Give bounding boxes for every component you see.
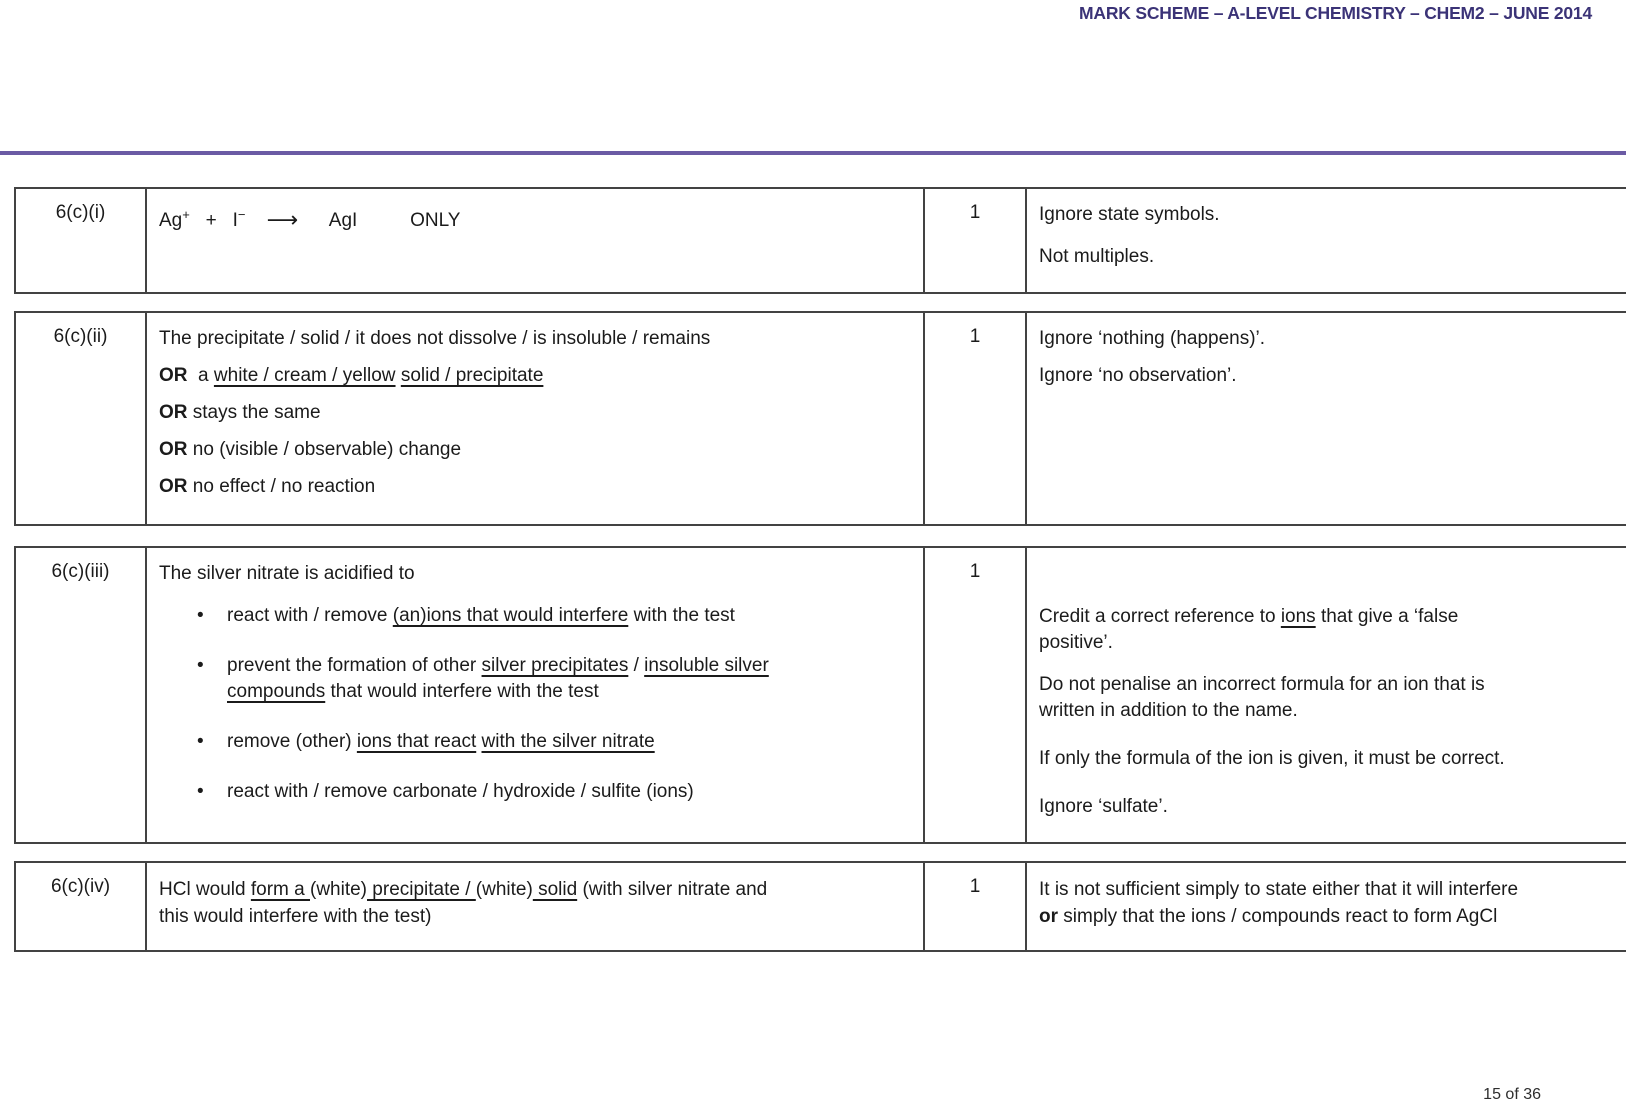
comments-cell — [1027, 548, 1626, 842]
comments-cell — [1027, 313, 1626, 524]
comment-line: Ignore ‘nothing (happens)’. — [1039, 328, 1266, 349]
guidance-line: OR no (visible / observable) change — [159, 439, 462, 460]
guidance-line: OR stays the same — [159, 402, 321, 423]
equation-line: Ag+ + I− ⟶ AgI ONLY — [159, 207, 461, 233]
comments-cell — [1027, 863, 1626, 950]
guidance-cell — [147, 863, 925, 950]
question-id: 6(c)(i) — [16, 189, 147, 292]
comment-line: It is not sufficient simply to state either that it will interfere or simply that the ions / compounds react to form AgCl — [1039, 879, 1519, 927]
mark-cell: 1 — [925, 189, 1027, 292]
comment-line: Ignore ‘sulfate’. — [1039, 796, 1168, 817]
bullet-item: • react with / remove carbonate / hydroxide / sulfite (ions) — [159, 779, 897, 805]
mark-cell: 1 — [925, 548, 1027, 842]
question-id: 6(c)(iv) — [16, 863, 147, 950]
page-number: 15 of 36 — [1483, 1086, 1541, 1103]
comment-line: If only the formula of the ion is given, it must be correct. — [1039, 748, 1505, 769]
page-header — [0, 0, 1626, 157]
guidance-cell — [147, 189, 925, 292]
comment-line: Ignore ‘no observation’. — [1039, 365, 1237, 386]
header-rule — [0, 151, 1626, 155]
question-id: 6(c)(ii) — [16, 313, 147, 524]
guidance-line: The precipitate / solid / it does not dissolve / is insoluble / remains — [159, 328, 711, 349]
comment-line: Do not penalise an incorrect formula for an ion that is written in addition to the name. — [1039, 674, 1485, 721]
bullet-item: • react with / remove (an)ions that would interfere with the test — [159, 603, 897, 629]
guidance-line: The silver nitrate is acidified to — [159, 563, 415, 584]
guidance-line: HCl would form a (white) precipitate / (white) solid (with silver nitrate and this would interfere with the test) — [159, 879, 768, 927]
bullet-item: • prevent the formation of other silver precipitates / insoluble silver compounds that would interfere with the test — [159, 653, 897, 705]
comment-line: Credit a correct reference to ions that give a ‘false positive’. — [1039, 606, 1459, 653]
mark-scheme-table-6cii — [14, 311, 1626, 526]
page-header-title: MARK SCHEME – A-LEVEL CHEMISTRY – CHEM2 – JUNE 2014 — [1079, 3, 1592, 23]
bullet-item: • remove (other) ions that react with the silver nitrate — [159, 729, 897, 755]
guidance-line: OR a white / cream / yellow solid / precipitate — [159, 365, 544, 386]
comment-line: Not multiples. — [1039, 246, 1155, 267]
mark-scheme-table-6ci — [14, 187, 1626, 294]
mark-cell: 1 — [925, 313, 1027, 524]
question-id: 6(c)(iii) — [16, 548, 147, 842]
mark-cell: 1 — [925, 863, 1027, 950]
comment-line: Ignore state symbols. — [1039, 204, 1220, 225]
guidance-cell — [147, 313, 925, 524]
comments-cell — [1027, 189, 1626, 292]
guidance-cell — [147, 548, 925, 842]
mark-scheme-table-6ciii — [14, 546, 1626, 844]
mark-scheme-table-6civ — [14, 861, 1626, 952]
guidance-line: OR no effect / no reaction — [159, 476, 376, 497]
